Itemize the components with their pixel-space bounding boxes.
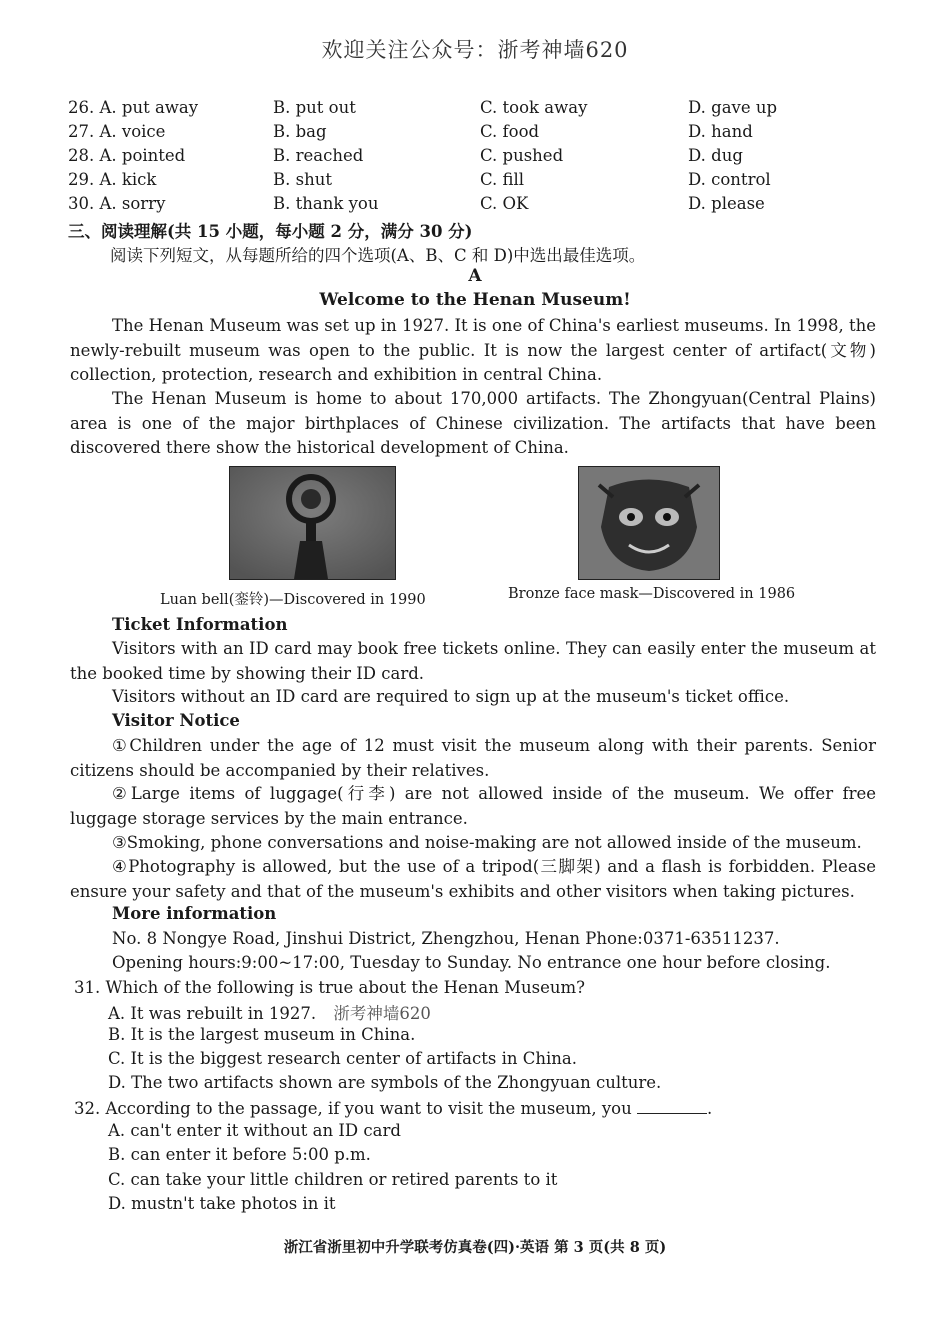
notice-item: ②Large items of luggage(行李) are not allowed inside of the museum. We offer free luggage storage services by the main entrance. bbox=[70, 784, 876, 828]
answer-option: B. can enter it before 5:00 p.m. bbox=[108, 1145, 371, 1164]
answer-option: D. mustn't take photos in it bbox=[108, 1194, 336, 1213]
option: 27. A. voice bbox=[68, 122, 166, 141]
option: 28. A. pointed bbox=[68, 146, 186, 165]
option: 26. A. put away bbox=[68, 98, 199, 117]
passage-label: A bbox=[468, 266, 482, 286]
option: D. gave up bbox=[688, 98, 778, 117]
option: 29. A. kick bbox=[68, 170, 157, 189]
answer-option bbox=[108, 1000, 431, 1024]
question-stem: 31. Which of the following is true about the Henan Museum? bbox=[74, 978, 585, 997]
answer-option: D. The two artifacts shown are symbols of the Zhongyuan culture. bbox=[108, 1073, 662, 1092]
answer-option: A. can't enter it without an ID card bbox=[108, 1121, 401, 1140]
answer-blank bbox=[637, 1099, 707, 1114]
option: B. shut bbox=[273, 170, 332, 189]
answer-option: C. It is the biggest research center of artifacts in China. bbox=[108, 1049, 577, 1068]
notice-item: ④Photography is allowed, but the use of a tripod(三脚架) and a flash is forbidden. Please ensure your safety and that of the museum's exhibits and other visitors when taking pictures. bbox=[70, 857, 876, 901]
image-caption: Bronze face mask—Discovered in 1986 bbox=[508, 586, 796, 602]
option-row bbox=[68, 146, 848, 170]
section-instruction: 阅读下列短文，从每题所给的四个选项(A、B、C 和 D)中选出最佳选项。 bbox=[110, 246, 646, 265]
paragraph: The Henan Museum was set up in 1927. It is one of China's earliest museums. In 1998, the newly-rebuilt museum was open to the public. It is now the largest center of artifact(文物) collection, protection, research and exhibition in central China. bbox=[70, 316, 876, 384]
ticket-heading: Ticket Information bbox=[112, 615, 288, 634]
option: C. took away bbox=[480, 98, 588, 117]
option-row bbox=[68, 122, 848, 146]
luan-bell-illustration bbox=[230, 467, 395, 579]
section-title: 三、阅读理解(共 15 小题，每小题 2 分，满分 30 分) bbox=[68, 222, 473, 241]
address: No. 8 Nongye Road, Jinshui District, Zhengzhou, Henan Phone:0371-63511237. bbox=[112, 929, 780, 948]
option: B. bag bbox=[273, 122, 327, 141]
option: B. thank you bbox=[273, 194, 379, 213]
notice-item: ①Children under the age of 12 must visit the museum along with their parents. Senior citizens should be accompanied by their relatives. bbox=[70, 736, 876, 780]
option: 30. A. sorry bbox=[68, 194, 166, 213]
notice-item: ③Smoking, phone conversations and noise-making are not allowed inside of the museum. bbox=[112, 833, 862, 852]
option-row bbox=[68, 170, 848, 194]
option-row bbox=[68, 98, 848, 122]
option: C. fill bbox=[480, 170, 525, 189]
page-footer: 浙江省浙里初中升学联考仿真卷(四)·英语 第 3 页(共 8 页) bbox=[283, 1239, 667, 1256]
option: B. reached bbox=[273, 146, 364, 165]
bronze-mask-image bbox=[578, 466, 720, 580]
paragraph: Visitors without an ID card are required to sign up at the museum's ticket office. bbox=[112, 687, 790, 706]
option: D. please bbox=[688, 194, 765, 213]
option: C. food bbox=[480, 122, 540, 141]
paragraph: The Henan Museum is home to about 170,000 artifacts. The Zhongyuan(Central Plains) area is one of the major birthplaces of Chinese civilization. The artifacts that have been discovered there show the historical development of China. bbox=[70, 389, 876, 457]
option: D. dug bbox=[688, 146, 743, 165]
option: D. control bbox=[688, 170, 771, 189]
question-stem: 32. According to the passage, if you want to visit the museum, you . bbox=[74, 1099, 713, 1118]
answer-option: C. can take your little children or retired parents to it bbox=[108, 1170, 558, 1189]
luan-bell-image bbox=[229, 466, 396, 580]
option: B. put out bbox=[273, 98, 356, 117]
inline-watermark: 浙考神墙620 bbox=[333, 1004, 431, 1023]
opening-hours: Opening hours:9:00~17:00, Tuesday to Sunday. No entrance one hour before closing. bbox=[112, 953, 831, 972]
more-info-heading: More information bbox=[112, 904, 277, 923]
passage-title: Welcome to the Henan Museum! bbox=[319, 290, 631, 310]
bronze-mask-illustration bbox=[579, 467, 719, 579]
paragraph: Visitors with an ID card may book free tickets online. They can easily enter the museum at the booked time by showing their ID card. bbox=[70, 639, 876, 683]
answer-option-text: A. It was rebuilt in 1927. bbox=[108, 1004, 317, 1023]
option-row bbox=[68, 194, 848, 218]
question-stem-text: 32. According to the passage, if you want to visit the museum, you bbox=[74, 1099, 632, 1118]
option: C. pushed bbox=[480, 146, 564, 165]
option: C. OK bbox=[480, 194, 529, 213]
image-caption: Luan bell(銮铃)—Discovered in 1990 bbox=[160, 592, 426, 608]
header-watermark: 欢迎关注公众号：浙考神墙620 bbox=[321, 38, 629, 62]
answer-option: B. It is the largest museum in China. bbox=[108, 1025, 416, 1044]
notice-heading: Visitor Notice bbox=[112, 711, 240, 730]
option: D. hand bbox=[688, 122, 753, 141]
